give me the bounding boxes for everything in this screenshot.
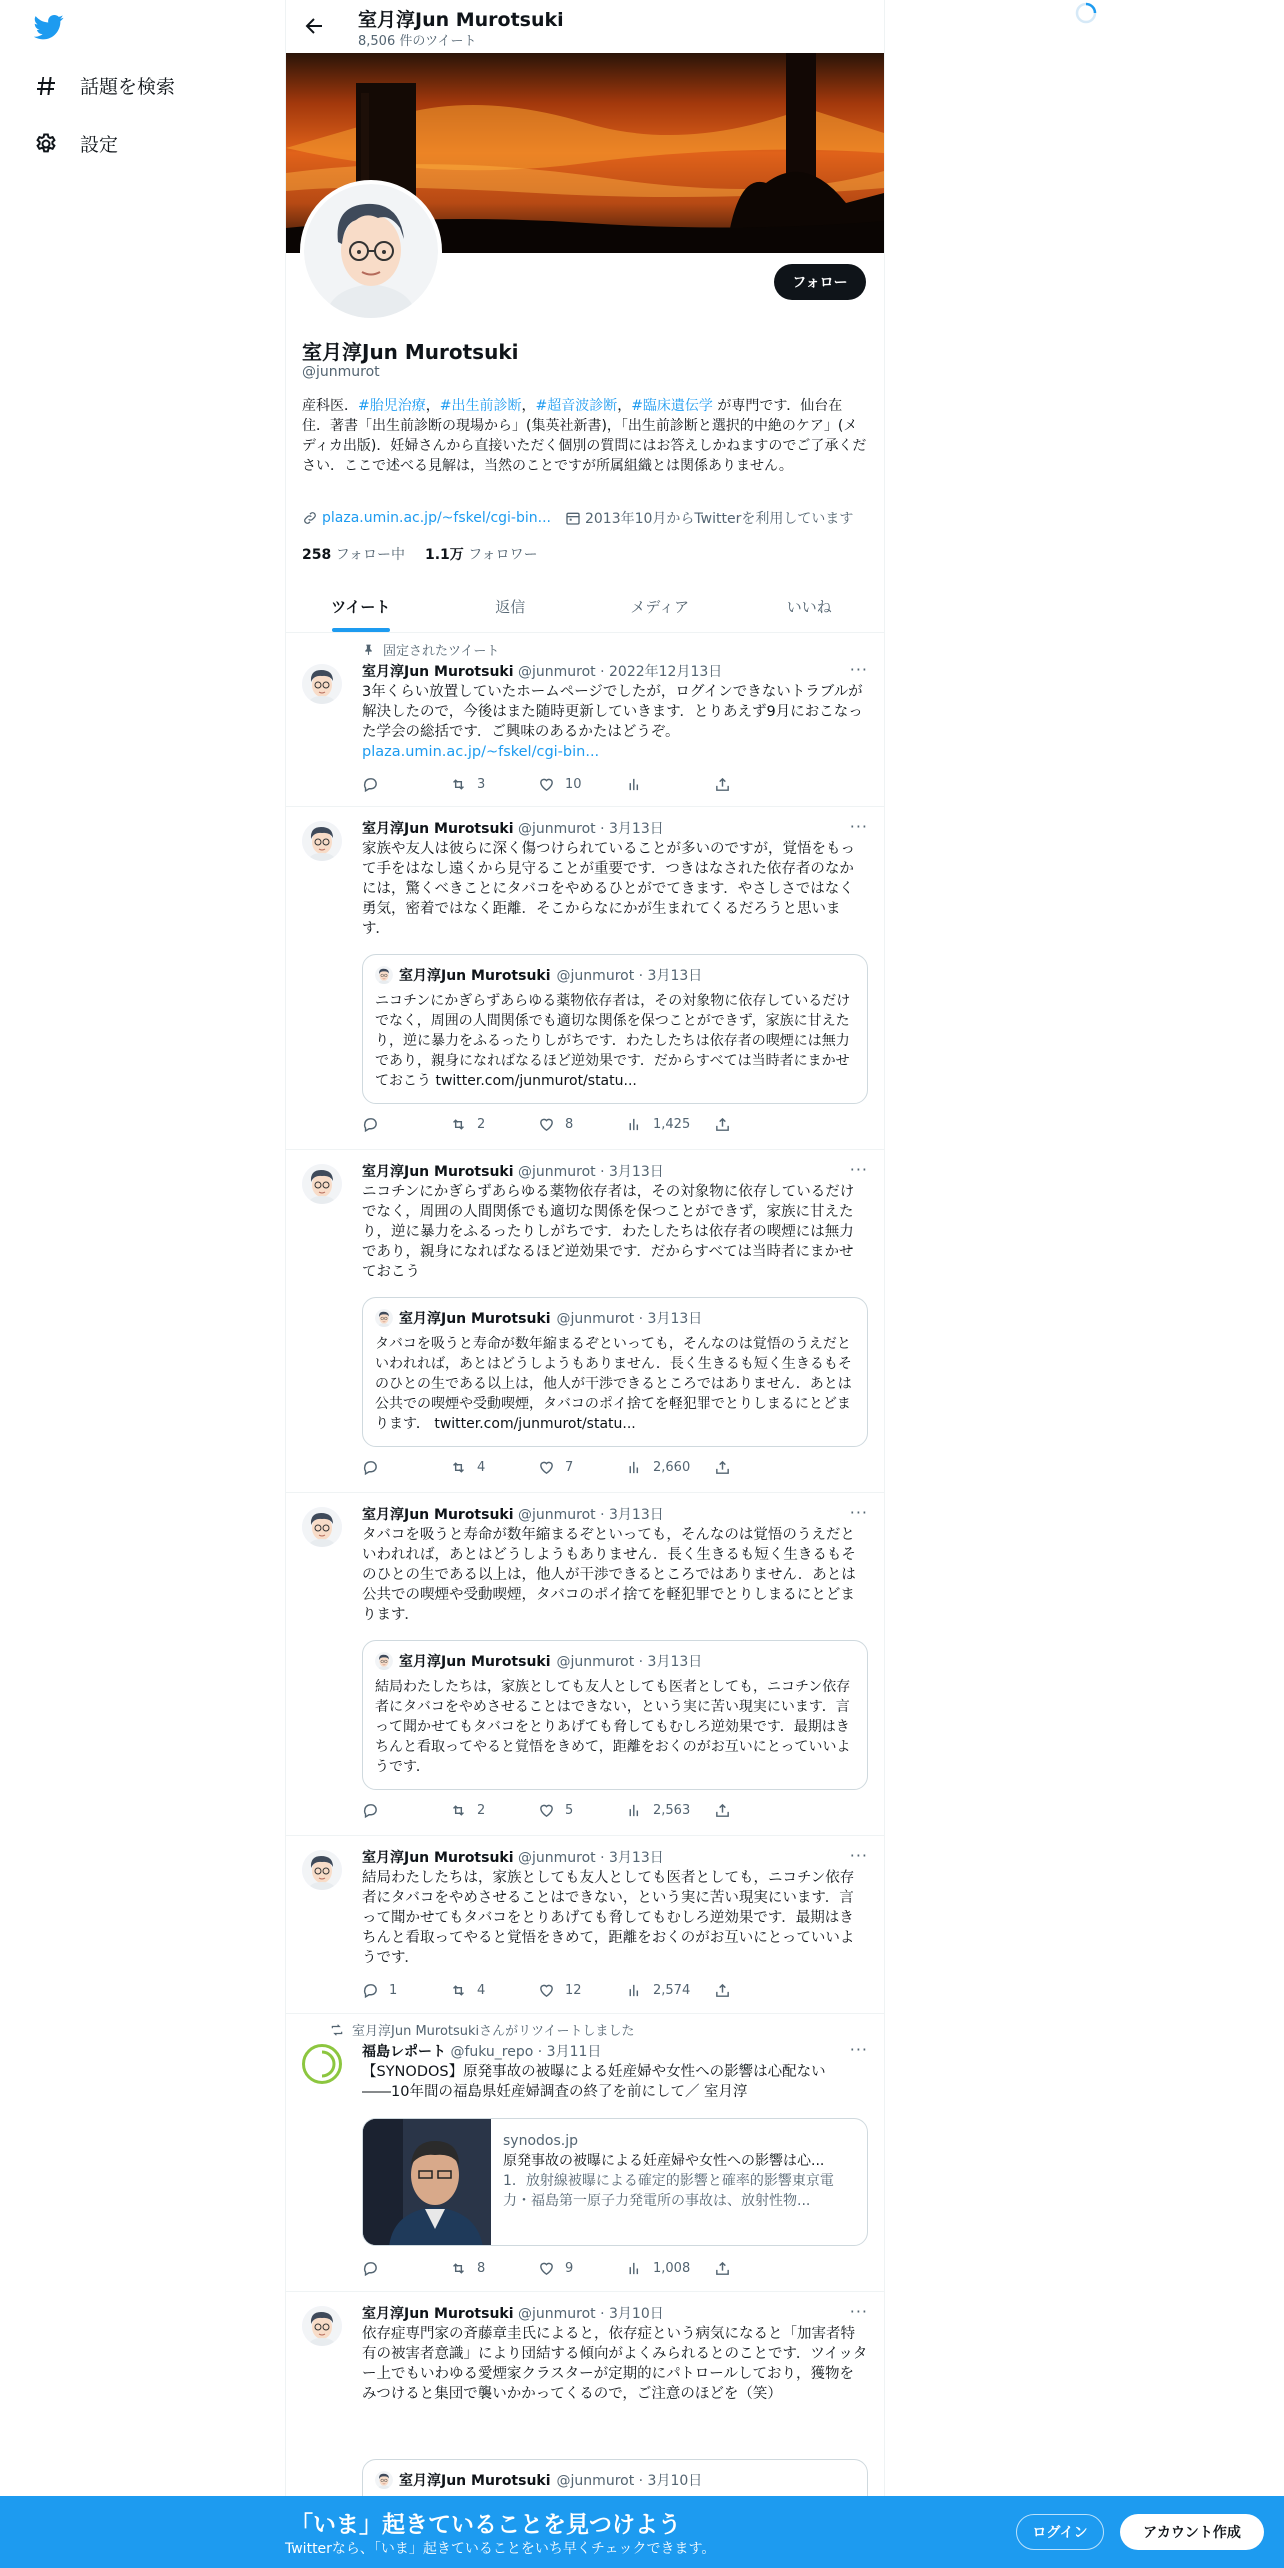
quoted-link: twitter.com/junmurot/statu...: [434, 1416, 636, 1432]
share-button[interactable]: [714, 1459, 802, 1476]
more-options-icon[interactable]: ···: [849, 1846, 868, 1865]
tweet-meta: @junmurot · 3月13日: [518, 1850, 664, 1866]
hashtag-icon: [34, 74, 58, 98]
header-profile-name: 室月淳Jun Murotsuki: [358, 9, 564, 31]
profile-website[interactable]: [302, 510, 551, 526]
quoted-avatar: [375, 2471, 393, 2489]
like-icon: [538, 776, 555, 793]
reply-button[interactable]: [362, 776, 450, 793]
tweet-meta: @junmurot · 3月13日: [518, 1507, 664, 1523]
retweet-icon: [330, 2023, 344, 2037]
retweet-icon: [450, 1802, 467, 1819]
quoted-avatar: [375, 966, 393, 984]
tweet[interactable]: [286, 1150, 884, 1493]
quoted-author-name: 室月淳Jun Murotsuki: [399, 1654, 551, 1670]
tweet-actions: [362, 1982, 802, 1999]
quoted-body: ニコチンにかぎらずあらゆる薬物依存者は，その対象物に依存しているだけでなく，周囲の人間関係でも適切な関係を保つことができず，家族に甘えたり，逆に暴力をふるったりしがちです．わたしたちは依存者の喫煙には無力であり，親身になればなるほど逆効果です．だからすべては当時者にまかせておこう: [375, 993, 851, 1089]
views-icon: [626, 2260, 643, 2277]
reply-icon: [362, 1802, 379, 1819]
like-button[interactable]: [538, 1802, 626, 1819]
follow-stats: [302, 544, 538, 564]
quoted-text: 結局わたしたちは，家族としても友人としても医者としても，ニコチン依存者にタバコをやめさせることはできない，という実に苦い現実にいます．言って聞かせてもタバコをとりあげても脅してもむしろ逆効果です．最期はきちんと看取ってやると覚悟をきめて，距離をおくのがお互いにとっていいようです．: [375, 1679, 851, 1775]
profile-timeline-column: [285, 0, 885, 2568]
nav-settings[interactable]: [34, 130, 118, 157]
views-button[interactable]: [626, 776, 714, 793]
tab-media[interactable]: メディア: [630, 597, 690, 616]
bio-separator: ，: [521, 398, 536, 414]
tweet-actions: [362, 1802, 802, 1819]
reply-icon: [362, 1982, 379, 1999]
tweet-author-name[interactable]: 室月淳Jun Murotsuki: [362, 821, 514, 837]
retweet-count: 2: [477, 1803, 486, 1818]
tweet[interactable]: [286, 634, 884, 807]
tweet-actions: [362, 1459, 802, 1476]
tweet[interactable]: [286, 1836, 884, 2014]
tweet-text: 家族や友人は彼らに深く傷つけられていることが多いのですが，覚悟をもって手をはなし遠くから見守ることが重要です．つきはなされた依存者のなかには，驚くべきことにタバコをやめるひとがでてきます．やさしさではなく勇気，密着ではなく距離．そこからなにかが生まれてくるだろうと思います．: [362, 841, 855, 937]
more-options-icon[interactable]: ···: [849, 817, 868, 836]
like-count: 5: [565, 1803, 574, 1818]
link-card-image: [363, 2119, 491, 2246]
tab-tweets[interactable]: ツイート: [286, 580, 436, 632]
tweet-meta: @junmurot · 2022年12月13日: [518, 664, 723, 680]
quoted-author-name: 室月淳Jun Murotsuki: [399, 968, 551, 984]
hashtag-link[interactable]: #出生前診断: [439, 398, 522, 414]
share-icon: [714, 1982, 731, 1999]
calendar-icon: [565, 510, 581, 526]
views-icon: [626, 1802, 643, 1819]
tweet-header: [362, 2303, 664, 2323]
quoted-avatar: [375, 1309, 393, 1327]
nav-settings-label: 設定: [80, 134, 119, 156]
tweet-meta: @junmurot · 3月13日: [518, 821, 664, 837]
views-count: 2,563: [653, 1803, 691, 1818]
tweet-context: [362, 640, 499, 659]
quoted-meta: @junmurot · 3月10日: [556, 2473, 703, 2489]
tweet-avatar[interactable]: [302, 821, 342, 861]
link-card-domain: synodos.jp: [503, 2133, 578, 2149]
views-button[interactable]: [626, 1459, 714, 1476]
retweet-button[interactable]: [450, 776, 538, 793]
more-options-icon[interactable]: ···: [849, 660, 868, 679]
retweet-count: 4: [477, 1460, 486, 1475]
quoted-meta: @junmurot · 3月13日: [556, 968, 703, 984]
nav-explore-label: 話題を検索: [80, 76, 176, 98]
tweet-avatar[interactable]: [302, 1507, 342, 1547]
tweet-text: ニコチンにかぎらずあらゆる薬物依存者は，その対象物に依存しているだけでなく，周囲の人間関係でも適切な関係を保つことができず，家族に甘えたり，逆に暴力をふるったりしがちです．わたしたちは依存者の喫煙には無力であり，親身になればなるほど逆効果です．だからすべては当時者にまかせておこう: [362, 1184, 855, 1280]
retweet-icon: [450, 1459, 467, 1476]
views-icon: [626, 1459, 643, 1476]
tweet-avatar[interactable]: [302, 1850, 342, 1890]
more-options-icon[interactable]: ···: [849, 2302, 868, 2321]
signup-banner-title: 「いま」起きていることを見つけよう: [290, 2512, 681, 2538]
tweet-text: 依存症専門家の斉藤章圭氏によると，依存症という病気になると「加害者特有の被害者意識」により団結する傾向がよくみられるとのことです．ツイッター上でもいわゆる愛煙家クラスターが定期的にパトロールしており，獲物をみつけると集団で襲いかかってくるので，ご注意のほどを（笑）: [362, 2326, 868, 2402]
retweet-icon: [450, 1116, 467, 1133]
profile-avatar[interactable]: [300, 180, 442, 322]
reply-icon: [362, 1116, 379, 1133]
tweet-header: [362, 661, 722, 681]
bio-separator: ，: [425, 398, 440, 414]
followers-stat[interactable]: [425, 544, 538, 564]
share-icon: [714, 1802, 731, 1819]
reply-button[interactable]: [362, 1982, 450, 1999]
tweet-header: [362, 2041, 601, 2061]
loading-spinner-icon: [1074, 1, 1098, 25]
views-icon: [626, 776, 643, 793]
share-button[interactable]: [714, 2260, 802, 2277]
profile-bio: [302, 396, 870, 476]
quoted-tweet-header: [375, 1308, 702, 1328]
like-button[interactable]: [538, 776, 626, 793]
like-icon: [538, 1116, 555, 1133]
tweet-actions: [362, 776, 802, 793]
tweet-context-label: 固定されたツイート: [383, 644, 500, 659]
retweet-count: 4: [477, 1983, 486, 1998]
tweet-author-name[interactable]: 室月淳Jun Murotsuki: [362, 1850, 514, 1866]
views-count: 1,425: [653, 1117, 691, 1132]
website-link[interactable]: plaza.umin.ac.jp/~fskel/cgi-bin...: [322, 510, 551, 526]
tweet-meta: @junmurot · 3月13日: [518, 1164, 664, 1180]
like-count: 12: [565, 1983, 582, 1998]
retweet-icon: [450, 1982, 467, 1999]
views-count: 1,008: [653, 2261, 691, 2276]
tweet-avatar[interactable]: [302, 664, 342, 704]
hashtag-link[interactable]: #超音波診断: [535, 398, 618, 414]
quoted-avatar: [375, 1652, 393, 1670]
joined-date: 2013年10月からTwitterを利用しています: [584, 511, 854, 527]
tweet-header: [362, 1161, 664, 1181]
like-button[interactable]: [538, 2260, 626, 2277]
twitter-bird-icon[interactable]: [34, 12, 64, 42]
hashtag-link[interactable]: #臨床遺伝学: [631, 398, 713, 414]
more-options-icon[interactable]: ···: [849, 1503, 868, 1522]
share-icon: [714, 776, 731, 793]
share-button[interactable]: [714, 1982, 802, 1999]
like-button[interactable]: [538, 1459, 626, 1476]
link-card-description: 1．放射線被曝による確定的影響と確率的影響東京電力・福島第一原子力発電所の事故は、放射性物...: [503, 2173, 834, 2209]
profile-meta: [302, 508, 853, 528]
link-card-title: 原発事故の被曝による妊産婦や女性への影響は心...: [503, 2153, 825, 2169]
profile-name: 室月淳Jun Murotsuki: [302, 340, 519, 364]
link-icon: [302, 510, 318, 526]
header-tweet-count: 8,506 件のツイート: [358, 34, 477, 49]
share-icon: [714, 1116, 731, 1133]
like-icon: [538, 1982, 555, 1999]
reply-button[interactable]: [362, 1116, 450, 1133]
profile-handle: @junmurot: [302, 364, 380, 380]
like-count: 8: [565, 1117, 574, 1132]
tweet-avatar[interactable]: [302, 2306, 342, 2346]
profile-joined: [565, 508, 853, 528]
share-icon: [714, 1459, 731, 1476]
like-icon: [538, 1802, 555, 1819]
followers-label: フォロワー: [468, 547, 538, 563]
tweet-meta: @fuku_repo · 3月11日: [450, 2044, 602, 2060]
bio-text: が専門です．仙台在住．著書「出生前診断の現場から」(集英社新書)，「出生前診断と選択的中絶のケア」(メディカ出版)．妊婦さんから直接いただく個別の質問にはお答えしかねますのでご了承ください．ここで述べる見解は，当然のことですが所属組織とは関係ありません。: [302, 398, 867, 474]
quoted-tweet-header: [375, 1651, 702, 1671]
following-label: フォロー中: [335, 547, 405, 563]
like-count: 10: [565, 777, 582, 792]
reply-icon: [362, 2260, 379, 2277]
tweet-link[interactable]: plaza.umin.ac.jp/~fskel/cgi-bin...: [362, 744, 600, 760]
like-icon: [538, 2260, 555, 2277]
tweet-context: [330, 2020, 635, 2039]
fukushima-report-logo: [305, 2047, 339, 2081]
tweet-meta: @junmurot · 3月10日: [518, 2306, 664, 2322]
tweet-text: [362, 682, 868, 762]
reply-button[interactable]: [362, 1802, 450, 1819]
like-button[interactable]: [538, 1116, 626, 1133]
reply-icon: [362, 776, 379, 793]
quoted-tweet[interactable]: [362, 1297, 868, 1447]
tweet-text: タバコを吸うと寿命が数年縮まるぞといっても，そんなのは覚悟のうえだといわれれば，あとはどうしようもありません．長く生きるも短く生きるもそのひとの生である以上は，他人が干渉できるところではありません．あとは公共での喫煙や受動喫煙，タバコのポイ捨てを軽犯罪でとりしまるにとどまります．: [362, 1527, 856, 1623]
share-button[interactable]: [714, 776, 802, 793]
more-options-icon[interactable]: ···: [849, 1160, 868, 1179]
retweet-button[interactable]: [450, 1982, 538, 1999]
bio-separator: ，: [617, 398, 632, 414]
link-card[interactable]: [362, 2118, 868, 2246]
tweet-author-name[interactable]: 福島レポート: [362, 2044, 446, 2060]
tweet-text: 結局わたしたちは，家族としても友人としても医者としても，ニコチン依存者にタバコをやめさせることはできない，という実に苦い現実にいます．言って聞かせてもタバコをとりあげても脅してもむしろ逆効果です．最期はきちんと看取ってやると覚悟をきめて，距離をおくのがお互いにとっていいようです．: [362, 1870, 855, 1966]
reply-button[interactable]: [362, 2260, 450, 2277]
tweet-avatar[interactable]: [302, 1164, 342, 1204]
pin-icon: [362, 643, 375, 656]
following-stat[interactable]: [302, 544, 405, 564]
views-button[interactable]: [626, 1802, 714, 1819]
retweet-button[interactable]: [450, 2260, 538, 2277]
quoted-meta: @junmurot · 3月13日: [556, 1654, 703, 1670]
reply-icon: [362, 1459, 379, 1476]
left-sidebar: [0, 0, 285, 2568]
quoted-author-name: 室月淳Jun Murotsuki: [399, 2473, 551, 2489]
profile-header-bar: [286, 0, 885, 53]
like-count: 9: [565, 2261, 574, 2276]
reply-button[interactable]: [362, 1459, 450, 1476]
retweet-count: 3: [477, 777, 486, 792]
quoted-body: タバコを吸うと寿命が数年縮まるぞといっても，そんなのは覚悟のうえだといわれれば，あとはどうしようもありません．長く生きるも短く生きるもそのひとの生である以上は，他人が干渉できるところではありません．あとは公共での喫煙や受動喫煙，タバコのポイ捨てを軽犯罪でとりしまるにとどまります．: [375, 1336, 852, 1432]
tweet[interactable]: [286, 2014, 884, 2292]
tab-replies[interactable]: 返信: [495, 597, 526, 616]
retweet-icon: [450, 2260, 467, 2277]
tweet-context-label[interactable]: 室月淳Jun Murotsukiさんがリツイートしました: [352, 2024, 635, 2039]
quoted-tweet-header: [375, 965, 702, 985]
nav-explore[interactable]: [34, 72, 175, 99]
tweet-header: [362, 1504, 664, 1524]
tweet-author-name[interactable]: 室月淳Jun Murotsuki: [362, 664, 514, 680]
followers-count: 1.1万: [425, 547, 464, 563]
retweet-count: 2: [477, 1117, 486, 1132]
tweet-author-name[interactable]: 室月淳Jun Murotsuki: [362, 1164, 514, 1180]
hashtag-link[interactable]: #胎児治療: [358, 398, 426, 414]
share-icon: [714, 2260, 731, 2277]
bio-text: 産科医．: [302, 398, 358, 414]
views-icon: [626, 1982, 643, 1999]
login-button[interactable]: ログイン: [1016, 2514, 1104, 2550]
gear-icon: [34, 132, 58, 156]
views-button[interactable]: [626, 1116, 714, 1133]
signup-button[interactable]: アカウント作成: [1120, 2514, 1264, 2550]
link-card-body: [503, 2131, 859, 2211]
like-count: 7: [565, 1460, 574, 1475]
retweet-icon: [450, 776, 467, 793]
quoted-tweet[interactable]: [362, 954, 868, 1104]
back-arrow-icon[interactable]: [302, 14, 326, 38]
follow-button[interactable]: フォロー: [774, 264, 866, 300]
tweet-header: [362, 818, 664, 838]
share-button[interactable]: [714, 1116, 802, 1133]
quoted-text: [375, 1334, 857, 1434]
retweet-button[interactable]: [450, 1802, 538, 1819]
tweet-actions: [362, 1116, 802, 1133]
views-button[interactable]: [626, 1982, 714, 1999]
quoted-meta: @junmurot · 3月13日: [556, 1311, 703, 1327]
like-icon: [538, 1459, 555, 1476]
following-count: 258: [302, 547, 332, 563]
tweet-actions: [362, 2260, 802, 2277]
views-count: 2,574: [653, 1983, 691, 1998]
profile-tabs: [286, 580, 884, 633]
tweet-body: 3年くらい放置していたホームページでしたが，ログインできないトラブルが解決したので，今後はまた随時更新していきます．とりあえず9月におこなった学会の総括です．ご興味のあるかたはどうぞ。: [362, 684, 863, 740]
signup-banner-subtitle: Twitterなら、「いま」起きていることをいち早くチェックできます。: [285, 2541, 716, 2557]
signup-banner: [0, 2496, 1284, 2568]
retweet-button[interactable]: [450, 1116, 538, 1133]
share-button[interactable]: [714, 1802, 802, 1819]
tweet-author-name[interactable]: 室月淳Jun Murotsuki: [362, 2306, 514, 2322]
tweet-avatar[interactable]: [302, 2044, 342, 2084]
views-icon: [626, 1116, 643, 1133]
like-button[interactable]: [538, 1982, 626, 1999]
views-button[interactable]: [626, 2260, 714, 2277]
reply-count: 1: [389, 1983, 398, 1998]
views-count: 2,660: [653, 1460, 691, 1475]
quoted-author-name: 室月淳Jun Murotsuki: [399, 1311, 551, 1327]
quoted-text: [375, 991, 857, 1091]
quoted-link: twitter.com/junmurot/statu...: [435, 1073, 637, 1089]
tweet-text: 【SYNODOS】原発事故の被曝による妊産婦や女性への影響は心配ない――10年間の福島県妊産婦調査の終了を前にして／ 室月淳: [362, 2064, 826, 2100]
tweet-author-name[interactable]: 室月淳Jun Murotsuki: [362, 1507, 514, 1523]
tweet-header: [362, 1847, 664, 1867]
tab-likes[interactable]: いいね: [786, 597, 832, 616]
more-options-icon[interactable]: ···: [849, 2040, 868, 2059]
quoted-tweet-header: [375, 2470, 702, 2490]
tweet[interactable]: [286, 1493, 884, 1836]
retweet-count: 8: [477, 2261, 486, 2276]
retweet-button[interactable]: [450, 1459, 538, 1476]
tweet[interactable]: [286, 807, 884, 1150]
quoted-tweet[interactable]: [362, 1640, 868, 1790]
